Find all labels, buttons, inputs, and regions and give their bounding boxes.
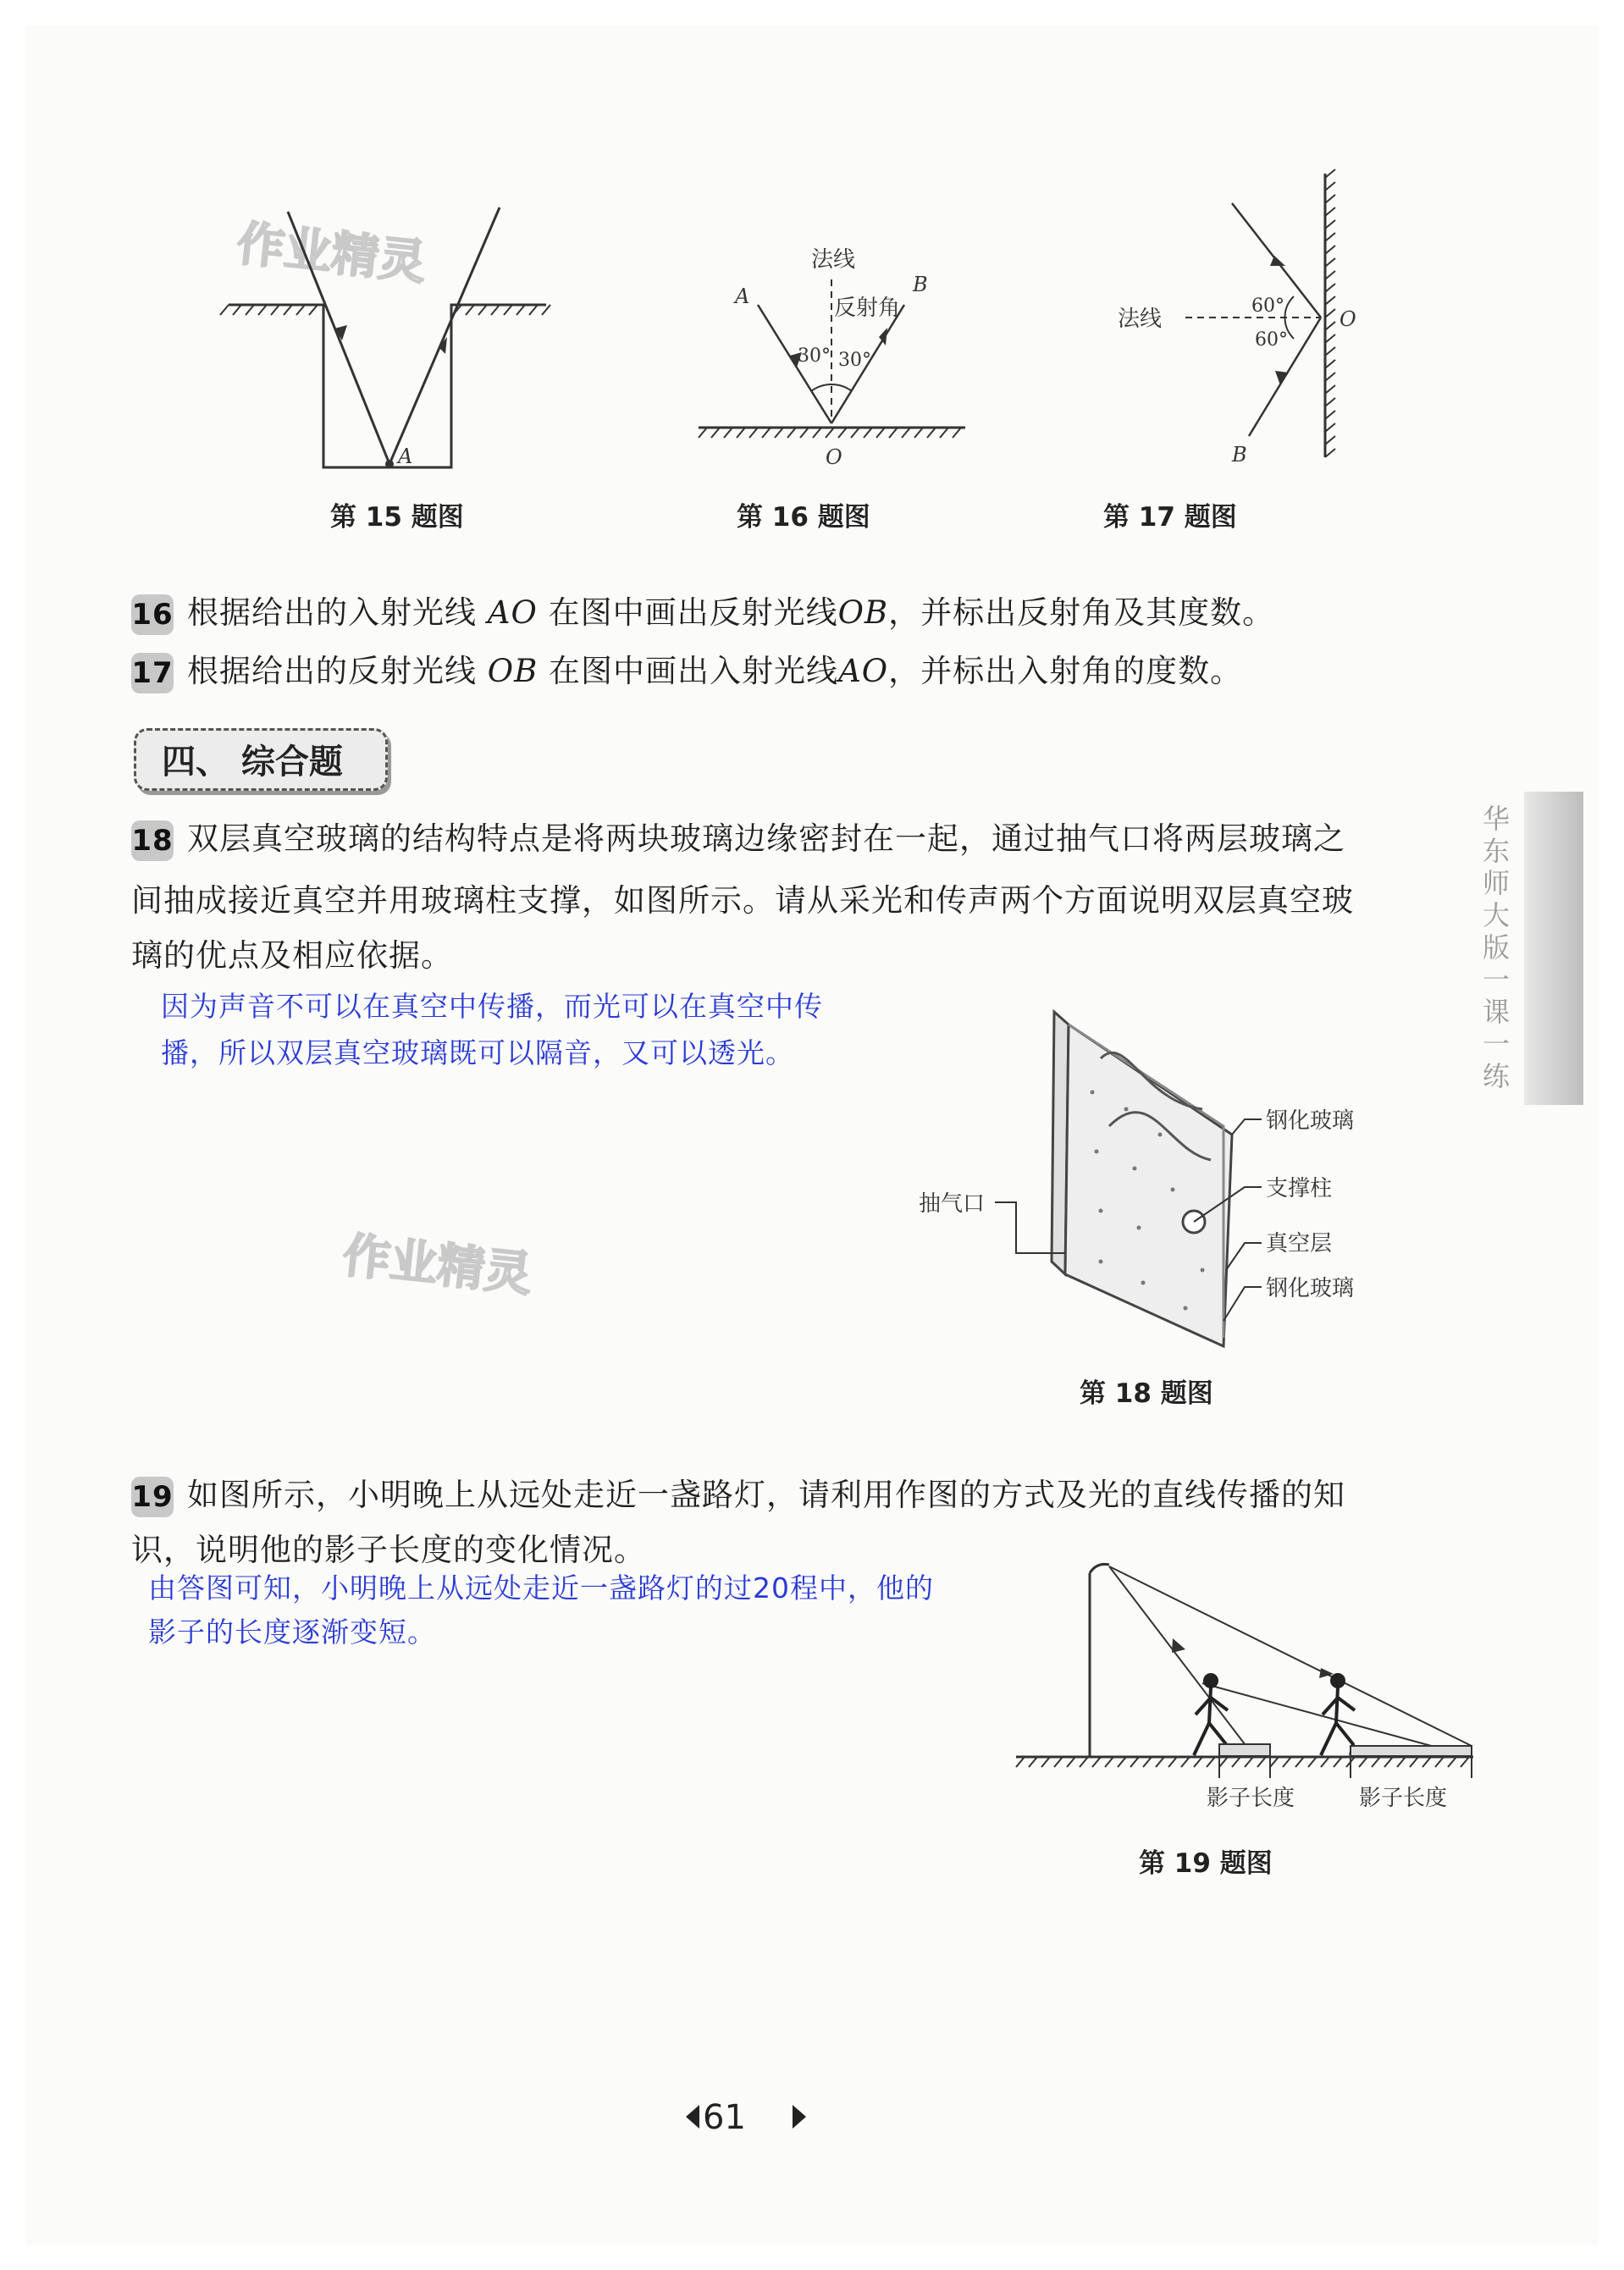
watermark-top: 作业精灵 <box>234 216 429 291</box>
fig19-lamp-head <box>1090 1564 1109 1573</box>
fig19-ground-hatch <box>1016 1757 1469 1767</box>
fig19-label-shadow-2: 影子长度 <box>1359 1786 1448 1811</box>
fig18-label-air-outlet: 抽气口 <box>919 1191 986 1217</box>
fig19-arrow-near <box>1172 1638 1185 1653</box>
question-18-line2: 间抽成接近真空并用玻璃柱支撑，如图所示。请从采光和传声两个方面说明双层真空玻 <box>131 882 1354 919</box>
fig18-label-vacuum-layer: 真空层 <box>1266 1231 1333 1257</box>
fig16-point-o: O <box>826 445 842 469</box>
fig16-point-a: A <box>735 284 750 308</box>
fig18-label-support-pillar: 支撑柱 <box>1266 1176 1333 1201</box>
fig18-label-tempered-glass-1: 钢化玻璃 <box>1266 1108 1355 1134</box>
question-18-line1: 18 双层真空玻璃的结构特点是将两块玻璃边缘密封在一起，通过抽气口将两层玻璃之 <box>131 813 1345 861</box>
question-19-line2: 识，说明他的影子长度的变化情况。 <box>131 1532 646 1568</box>
question-16: 16 根据给出的入射光线 AO 在图中画出反射光线OB，并标出反射角及其度数。 <box>131 587 1274 635</box>
question-number-19: 19 <box>131 1477 174 1517</box>
fig18-caption: 第 18 题图 <box>1080 1378 1213 1409</box>
question-19-line1: 19 如图所示，小明晚上从远处走近一盏路灯，请利用作图的方式及光的直线传播的知 <box>131 1469 1345 1517</box>
fig19-shadow-far <box>1351 1746 1472 1756</box>
question-number-17: 17 <box>131 653 174 693</box>
question-18-line3: 璃的优点及相应依据。 <box>131 937 453 974</box>
fig19-ray-far <box>1109 1566 1472 1746</box>
fig19-label-shadow-1: 影子长度 <box>1207 1786 1295 1811</box>
fig19-shadow-near <box>1219 1744 1270 1756</box>
side-tab-text: 华东师大版一课一练 <box>1478 804 1511 1094</box>
answer-18-line2: 播，所以双层真空玻璃既可以隔音，又可以透光。 <box>161 1036 794 1069</box>
fig17-normal-label: 法线 <box>1118 307 1163 332</box>
answer-18-line1: 因为声音不可以在真空中传播，而光可以在真空中传 <box>161 990 823 1023</box>
fig18-label-tempered-glass-2: 钢化玻璃 <box>1266 1276 1355 1301</box>
page-next-arrow-icon <box>793 2105 806 2129</box>
fig15-caption: 第 15 题图 <box>330 502 464 533</box>
fig16-normal-label: 法线 <box>811 247 856 273</box>
page-number: 61 <box>703 2098 746 2137</box>
fig19-ray-near <box>1109 1566 1253 1755</box>
answer-19-line1: 由答图可知，小明晚上从远处走近一盏路灯的过20程中，他的 <box>148 1571 934 1604</box>
fig16-angle-right: 30° <box>838 350 871 371</box>
fig17-caption: 第 17 题图 <box>1103 502 1237 533</box>
page-prev-arrow-icon <box>686 2105 699 2129</box>
fig15-point-a: A <box>398 445 413 468</box>
fig17-point-o: O <box>1340 307 1356 331</box>
section-header: 四、 综合题 <box>134 728 388 791</box>
question-17: 17 根据给出的反射光线 OB 在图中画出入射光线AO，并标出入射角的度数。 <box>131 645 1242 693</box>
fig19-caption: 第 19 题图 <box>1139 1848 1273 1879</box>
fig17-angle-bottom: 60° <box>1255 329 1288 351</box>
question-number-18: 18 <box>131 820 174 861</box>
fig16-caption: 第 16 题图 <box>737 502 870 533</box>
fig16-angle-left: 30° <box>798 345 831 367</box>
fig17-angle-top: 60° <box>1251 295 1284 317</box>
fig16-reflection-angle-label: 反射角 <box>834 295 901 321</box>
fig17-point-b: B <box>1232 443 1247 467</box>
answer-19-line2: 影子的长度逐渐变短。 <box>148 1616 436 1649</box>
fig19-person-far <box>1321 1675 1355 1755</box>
question-number-16: 16 <box>131 594 174 635</box>
fig16-point-b: B <box>913 273 928 296</box>
watermark-middle: 作业精灵 <box>340 1228 535 1303</box>
